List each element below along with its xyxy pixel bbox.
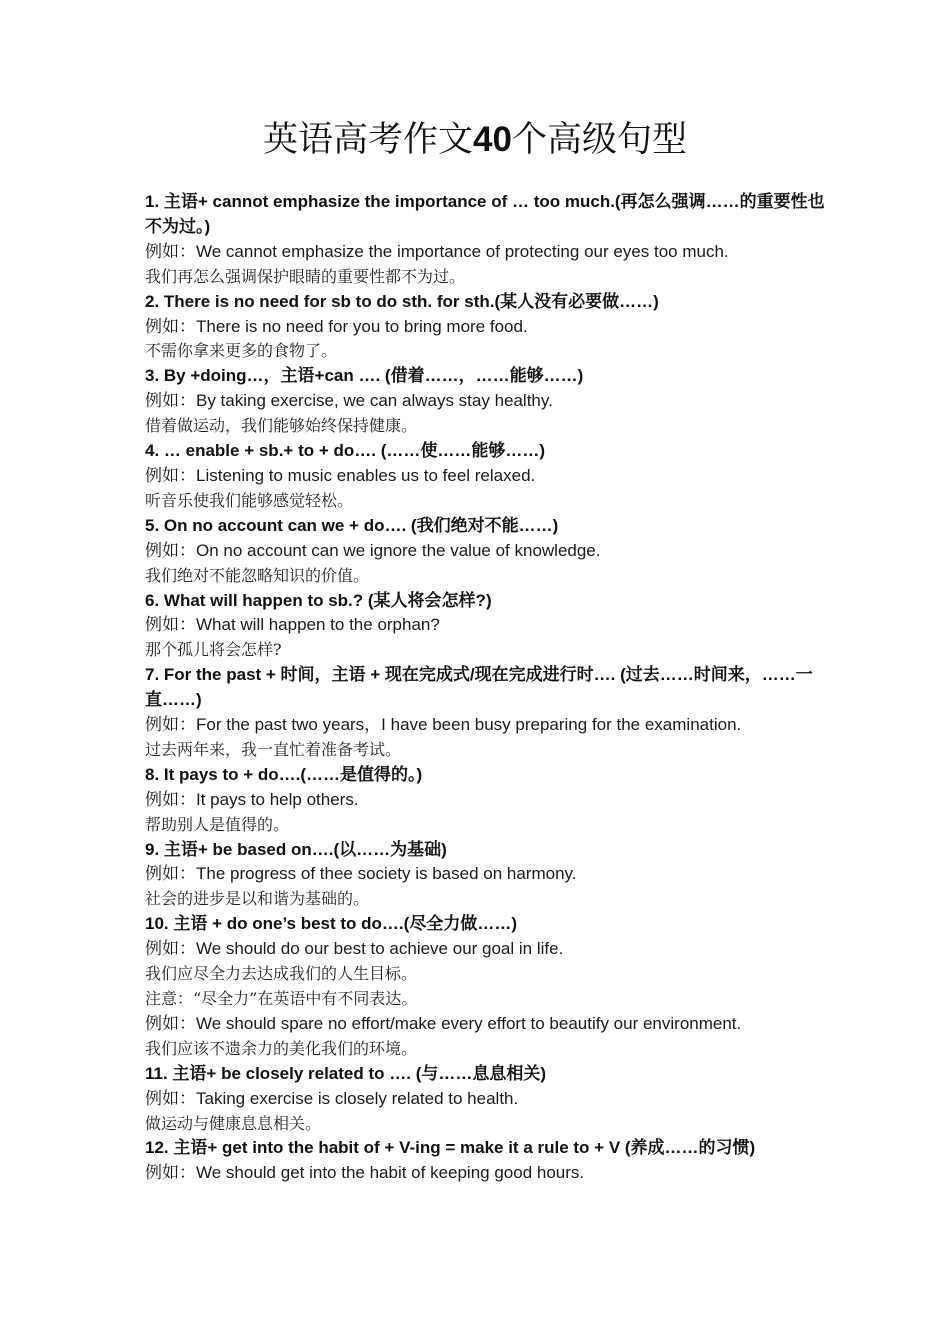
pattern-heading: 6. What will happen to sb.? (某人将会怎样?) (145, 590, 492, 610)
chinese-translation: 我们再怎么强调保护眼睛的重要性都不为过。 (145, 266, 466, 286)
pattern-heading: 11. 主语+ be closely related to …. (与……息息相关) (145, 1063, 547, 1083)
chinese-translation: 借着做运动，我们能够始终保持健康。 (145, 416, 418, 436)
example-sentence: 例如：By taking exercise, we can always stay healthy. (145, 391, 553, 411)
chinese-translation: 社会的进步是以和谐为基础的。 (145, 889, 370, 909)
document-body (145, 190, 825, 1186)
chinese-translation: 我们应该不遗余力的美化我们的环境。 (145, 1038, 418, 1058)
pattern-heading: 9. 主语+ be based on….(以……为基础) (145, 839, 447, 859)
example-sentence: 例如：The progress of thee society is based on harmony. (145, 864, 577, 884)
pattern-heading: 12. 主语+ get into the habit of + V-ing = make it a rule to + V (养成……的习惯) (145, 1138, 756, 1158)
chinese-translation: 做运动与健康息息相关。 (145, 1113, 322, 1133)
example-sentence: 例如：For the past two years，I have been busy preparing for the examination. (145, 715, 742, 735)
pattern-heading: 1. 主语+ cannot emphasize the importance of … too much.(再怎么强调……的重要性也不为过。) (145, 192, 825, 236)
title-prefix: 英语高考作文 (263, 120, 474, 160)
example-sentence: 例如：We should do our best to achieve our goal in life. (145, 939, 564, 959)
chinese-translation: 我们绝对不能忽略知识的价值。 (145, 565, 370, 585)
pattern-heading: 2. There is no need for sb to do sth. for sth.(某人没有必要做……) (145, 291, 659, 311)
example-sentence: 例如：We should get into the habit of keeping good hours. (145, 1163, 585, 1183)
chinese-translation: 听音乐使我们能够感觉轻松。 (145, 490, 354, 510)
title-number: 40 (473, 120, 512, 159)
example-sentence: 例如：What will happen to the orphan? (145, 615, 440, 635)
example-sentence: 例如：There is no need for you to bring more food. (145, 316, 528, 336)
pattern-heading: 10. 主语 + do one’s best to do….(尽全力做……) (145, 914, 517, 934)
chinese-translation: 不需你拿来更多的食物了。 (145, 341, 338, 361)
example-sentence: 例如：Taking exercise is closely related to health. (145, 1088, 519, 1108)
example-sentence: 例如：On no account can we ignore the value of knowledge. (145, 540, 601, 560)
chinese-translation: 那个孤儿将会怎样? (145, 640, 282, 660)
chinese-translation: 过去两年来，我一直忙着准备考试。 (145, 739, 402, 759)
pattern-heading: 8. It pays to + do….(……是值得的。) (145, 764, 423, 784)
pattern-heading: 3. By +doing…，主语+can …. (借着……，……能够……) (145, 366, 584, 386)
pattern-heading: 4. … enable + sb.+ to + do…. (……使……能够……) (145, 441, 546, 461)
example-sentence: 例如：We should spare no effort/make every effort to beautify our environment. (145, 1013, 742, 1033)
chinese-translation: 帮助别人是值得的。 (145, 814, 290, 834)
example-sentence: 例如：It pays to help others. (145, 789, 359, 809)
example-sentence: 例如：We cannot emphasize the importance of protecting our eyes too much. (145, 241, 729, 261)
title-suffix: 个高级句型 (511, 120, 687, 160)
document-title (0, 112, 950, 168)
pattern-heading: 5. On no account can we + do…. (我们绝对不能……) (145, 515, 559, 535)
chinese-translation: 我们应尽全力去达成我们的人生目标。 (145, 964, 418, 984)
example-sentence: 例如：Listening to music enables us to feel relaxed. (145, 465, 536, 485)
pattern-heading: 7. For the past + 时间，主语 + 现在完成式/现在完成进行时…. (过去……时间来，……一直……) (145, 665, 813, 710)
chinese-translation: 注意：“尽全力”在英语中有不同表达。 (145, 989, 418, 1008)
